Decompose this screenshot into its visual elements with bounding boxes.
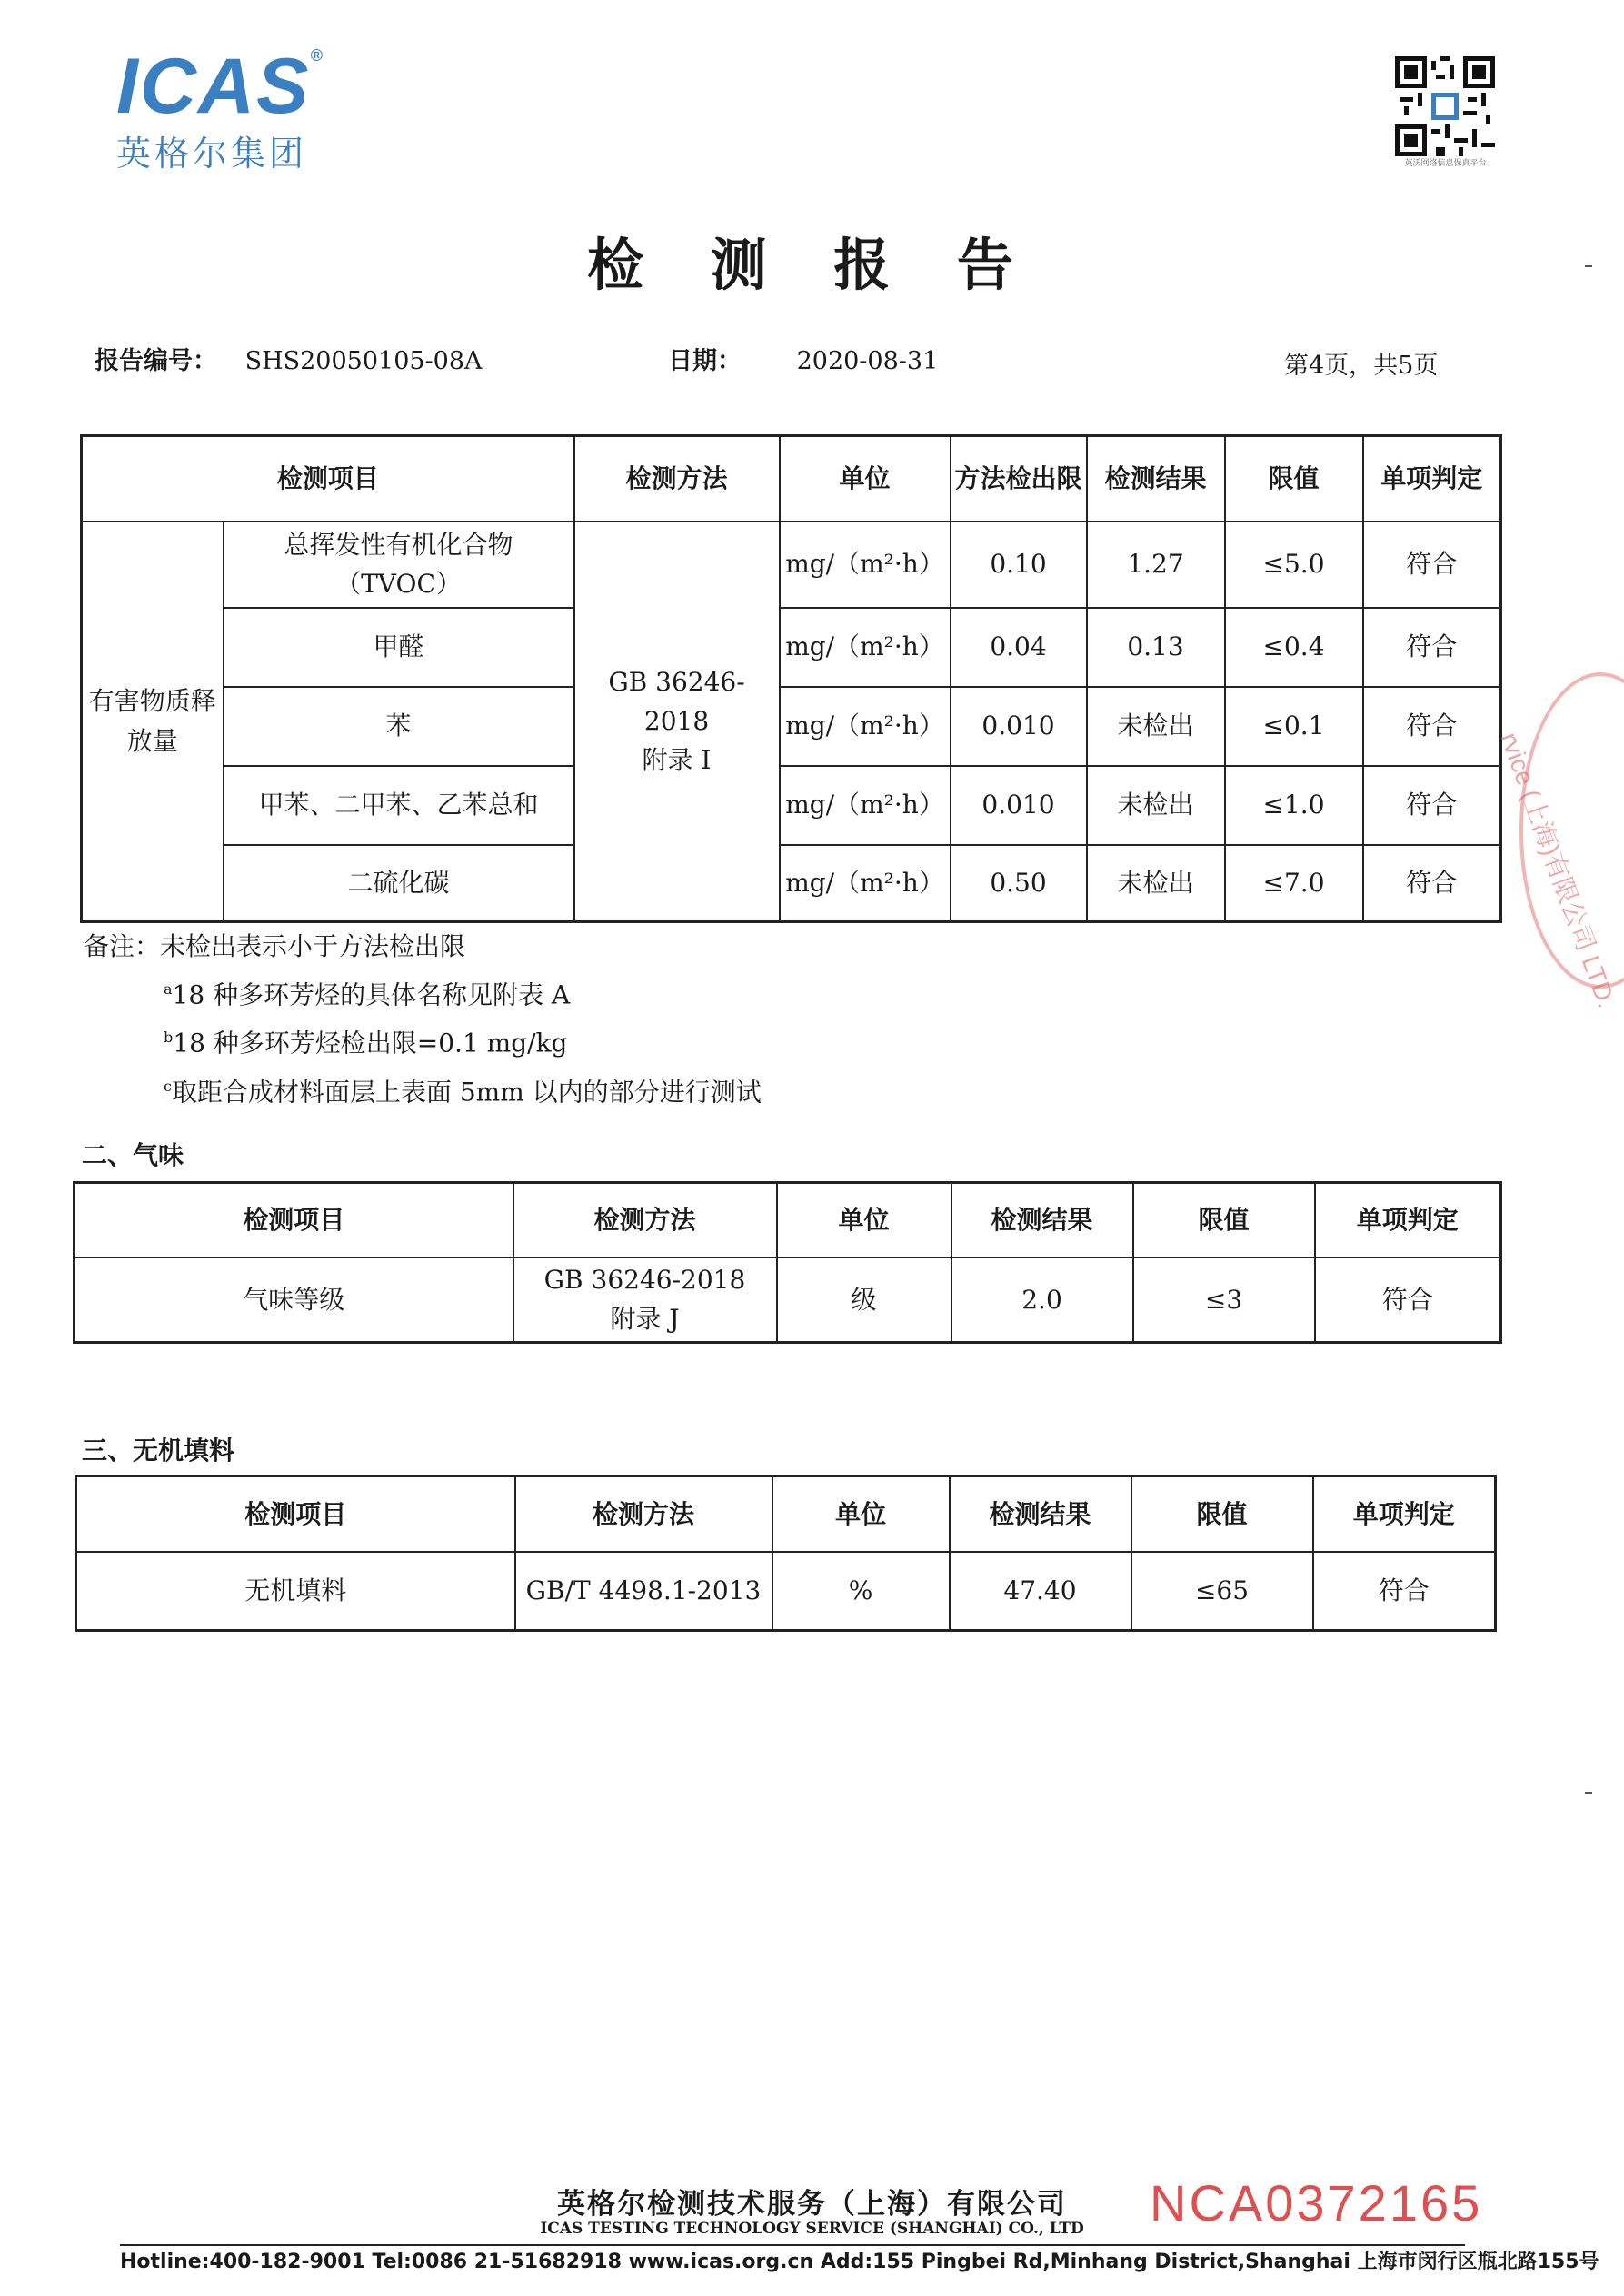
item-name: 甲苯、二甲苯、乙苯总和 <box>224 766 574 845</box>
test-method: GB 36246-2018 附录 I <box>574 522 780 922</box>
section-odor-title: 二、气味 <box>82 1140 184 1170</box>
table-row <box>76 1552 1496 1631</box>
result: 1.27 <box>1087 522 1225 608</box>
note-2-marker: a <box>164 980 173 998</box>
qr-code-icon <box>1395 56 1495 156</box>
result: 0.13 <box>1087 608 1225 687</box>
judgement: 符合 <box>1363 766 1501 845</box>
limit: ≤0.4 <box>1225 608 1363 687</box>
unit: % <box>772 1552 950 1631</box>
test-method: GB 36246-2018 附录 J <box>513 1257 777 1343</box>
table-row <box>75 1257 1501 1343</box>
table-row <box>82 766 1501 845</box>
header-judgement: 单项判定 <box>1313 1476 1496 1552</box>
result: 2.0 <box>951 1257 1133 1343</box>
item-name: 二硫化碳 <box>224 845 574 922</box>
judgement: 符合 <box>1315 1257 1501 1343</box>
note-2: 18 种多环芳烃的具体名称见附表 A <box>172 979 571 1010</box>
limit: ≤1.0 <box>1225 766 1363 845</box>
table-row <box>82 687 1501 766</box>
odor-table <box>73 1181 1502 1344</box>
detection-limit: 0.010 <box>951 687 1087 766</box>
limit: ≤65 <box>1131 1552 1313 1631</box>
notes-label: 备注： <box>84 931 161 961</box>
edge-mark <box>1585 265 1592 267</box>
unit: mg/（m²·h） <box>780 522 951 608</box>
table-row <box>82 845 1501 922</box>
logo-subtitle: 英格尔集团 <box>116 134 308 174</box>
detection-limit: 0.010 <box>951 766 1087 845</box>
judgement: 符合 <box>1363 522 1501 608</box>
group-label: 有害物质释放量 <box>82 522 224 922</box>
limit: ≤0.1 <box>1225 687 1363 766</box>
result: 47.40 <box>950 1552 1131 1631</box>
header-judgement: 单项判定 <box>1315 1183 1501 1257</box>
header-result: 检测结果 <box>951 1183 1133 1257</box>
note-3-marker: b <box>164 1029 174 1047</box>
header-result: 检测结果 <box>950 1476 1131 1552</box>
header-unit: 单位 <box>777 1183 951 1257</box>
header-method: 检测方法 <box>515 1476 772 1552</box>
report-date <box>668 341 938 376</box>
note-4-marker: c <box>164 1077 172 1095</box>
company-seal-text: rvice (上海)有限公司 LTD. <box>1495 729 1621 1012</box>
qr-caption: 英沃网络信息保真平台 <box>1404 159 1487 168</box>
detection-limit: 0.04 <box>951 608 1087 687</box>
note-line <box>84 925 762 968</box>
result: 未检出 <box>1087 766 1225 845</box>
note-line <box>84 1016 762 1064</box>
unit: 级 <box>777 1257 951 1343</box>
table-header-row <box>82 436 1501 522</box>
item-name: 甲醛 <box>224 608 574 687</box>
date-label: 日期： <box>668 347 742 375</box>
table-header-row <box>75 1183 1501 1257</box>
limit: ≤5.0 <box>1225 522 1363 608</box>
header-item: 检测项目 <box>82 436 574 522</box>
filler-table <box>75 1475 1497 1632</box>
table-header-row <box>76 1476 1496 1552</box>
report-number-label: 报告编号： <box>95 347 217 375</box>
note-line <box>84 968 762 1016</box>
unit: mg/（m²·h） <box>780 608 951 687</box>
report-number <box>95 341 483 376</box>
edge-mark <box>1585 1792 1592 1794</box>
note-line <box>84 1065 762 1113</box>
header-item: 检测项目 <box>75 1183 513 1257</box>
item-name: 无机填料 <box>76 1552 515 1631</box>
header-limit: 限值 <box>1225 436 1363 522</box>
serial-number: NCA0372165 <box>1150 2174 1483 2231</box>
item-name: 气味等级 <box>75 1257 513 1343</box>
footer-contact: Hotline:400-182-9001 Tel:0086 21-51682918 www.icas.org.cn Add:155 Pingbei Rd,Minhang District,Shanghai 上海市闵行区瓶北路155号 <box>120 2251 1599 2273</box>
judgement: 符合 <box>1363 687 1501 766</box>
detection-limit: 0.10 <box>951 522 1087 608</box>
result: 未检出 <box>1087 845 1225 922</box>
notes <box>84 925 762 1113</box>
unit: mg/（m²·h） <box>780 766 951 845</box>
note-1: 未检出表示小于方法检出限 <box>160 931 466 961</box>
header-judgement: 单项判定 <box>1363 436 1501 522</box>
company-logo <box>116 43 324 175</box>
item-name: 苯 <box>224 687 574 766</box>
section-filler-title: 三、无机填料 <box>82 1436 235 1466</box>
emission-table <box>80 434 1502 923</box>
date-value: 2020-08-31 <box>796 347 939 375</box>
test-method: GB/T 4498.1-2013 <box>515 1552 772 1631</box>
logo-mark: ICAS <box>116 43 311 130</box>
header-method: 检测方法 <box>513 1183 777 1257</box>
header-limit: 限值 <box>1133 1183 1315 1257</box>
detection-limit: 0.50 <box>951 845 1087 922</box>
judgement: 符合 <box>1363 845 1501 922</box>
registered-mark: ® <box>310 46 324 65</box>
limit: ≤3 <box>1133 1257 1315 1343</box>
unit: mg/（m²·h） <box>780 845 951 922</box>
document-title: 检 测 报 告 <box>587 232 1037 298</box>
note-3: 18 种多环芳烃检出限=0.1 mg/kg <box>173 1028 568 1059</box>
result: 未检出 <box>1087 687 1225 766</box>
header-unit: 单位 <box>780 436 951 522</box>
table-row <box>82 522 1501 608</box>
header-result: 检测结果 <box>1087 436 1225 522</box>
judgement: 符合 <box>1363 608 1501 687</box>
note-4: 取距合成材料面层上表面 5mm 以内的部分进行测试 <box>171 1076 762 1107</box>
header-item: 检测项目 <box>76 1476 515 1552</box>
unit: mg/（m²·h） <box>780 687 951 766</box>
header-unit: 单位 <box>772 1476 950 1552</box>
table-row <box>82 608 1501 687</box>
header-method: 检测方法 <box>574 436 780 522</box>
page-number: 第4页，共5页 <box>1284 352 1439 380</box>
report-number-value: SHS20050105-08A <box>244 347 483 375</box>
footer-company-en: ICAS TESTING TECHNOLOGY SERVICE (SHANGHAI) CO., LTD <box>540 2220 1084 2238</box>
footer-company-cn: 英格尔检测技术服务（上海）有限公司 <box>557 2188 1067 2221</box>
header-limit: 限值 <box>1131 1476 1313 1552</box>
header-detection-limit: 方法检出限 <box>951 436 1087 522</box>
item-name: 总挥发性有机化合物（TVOC） <box>224 522 574 608</box>
judgement: 符合 <box>1313 1552 1496 1631</box>
limit: ≤7.0 <box>1225 845 1363 922</box>
